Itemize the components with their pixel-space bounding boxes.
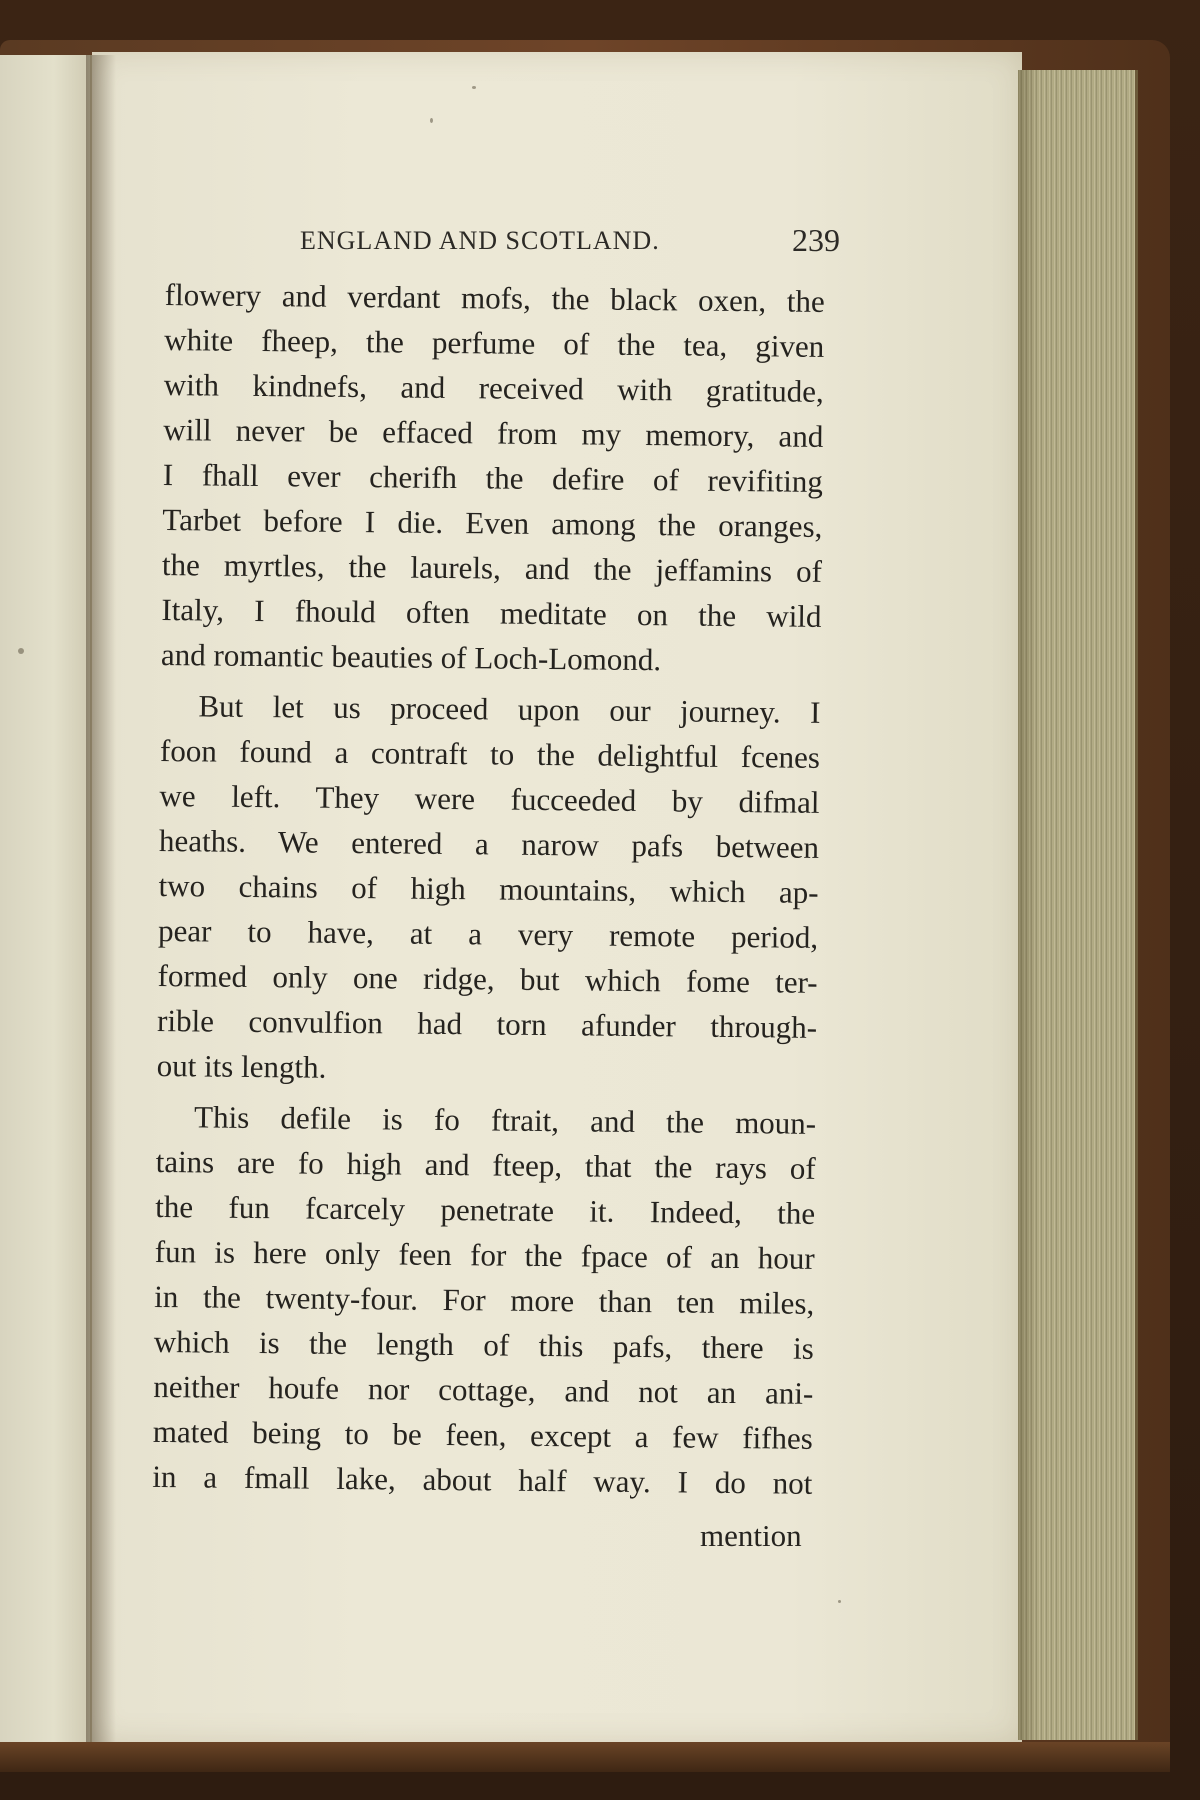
text-line: which is the length of this pafs, there is <box>153 1323 814 1366</box>
text-line: two chains of high mountains, which ap- <box>158 867 819 910</box>
text-line: I fhall ever cherifh the defire of revifiting <box>162 456 824 499</box>
page-header <box>300 220 840 260</box>
text-line: mated being to be feen, except a few fifhes <box>152 1413 814 1456</box>
text-line: in the twenty-four. For more than ten miles, <box>154 1278 815 1321</box>
text-line: This defile is fo ftrait, and the moun- <box>193 1099 817 1141</box>
text-line: neither houfe nor cottage, and not an ani- <box>153 1368 814 1411</box>
text-line: out its length. <box>156 1047 327 1085</box>
text-line: the myrtles, the laurels, and the jeffamins of <box>161 546 823 589</box>
bottom-board <box>0 1742 1170 1772</box>
text-line: and romantic beauties of Loch-Lomond. <box>160 636 662 678</box>
text-line: in a fmall lake, about half way. I do not <box>152 1458 813 1501</box>
text-line: formed only one ridge, but which fome ter- <box>157 957 818 1000</box>
text-line: foon found a contraft to the delightful fcenes <box>159 732 821 775</box>
page-number: 239 <box>792 222 840 258</box>
text-line: But let us proceed upon our journey. I <box>198 688 821 730</box>
catchword: mention <box>700 1518 802 1553</box>
text-line: white fheep, the perfume of the tea, given <box>164 321 825 364</box>
text-line: pear to have, at a very remote period, <box>157 912 819 955</box>
text-line: fun is here only feen for the fpace of an hour <box>154 1233 815 1276</box>
body-text <box>152 272 825 1506</box>
running-head: ENGLAND AND SCOTLAND. <box>300 226 660 255</box>
fore-edge-shadow <box>1018 70 1038 1740</box>
text-line: Tarbet before I die. Even among the oranges, <box>162 501 823 544</box>
text-line: heaths. We entered a narow pafs between <box>158 822 820 865</box>
paper-speck <box>430 118 433 123</box>
text-line: Italy, I fhould often meditate on the wild <box>161 591 822 634</box>
facing-page <box>0 55 92 1745</box>
text-line: will never be effaced from my memory, and <box>163 411 824 454</box>
paper-speck <box>18 648 24 654</box>
text-line: with kindnefs, and received with gratitude, <box>163 366 824 409</box>
text-line: rible convulfion had torn afunder through- <box>156 1002 818 1045</box>
paper-speck <box>472 86 476 89</box>
text-line: tains are fo high and fteep, that the rays of <box>155 1143 816 1186</box>
text-line: flowery and verdant mofs, the black oxen, the <box>164 276 825 319</box>
text-line: we left. They were fucceeded by difmal <box>159 777 820 820</box>
gutter-shadow <box>86 55 116 1745</box>
paper-speck <box>838 1600 841 1603</box>
text-line: the fun fcarcely penetrate it. Indeed, the <box>155 1188 816 1231</box>
